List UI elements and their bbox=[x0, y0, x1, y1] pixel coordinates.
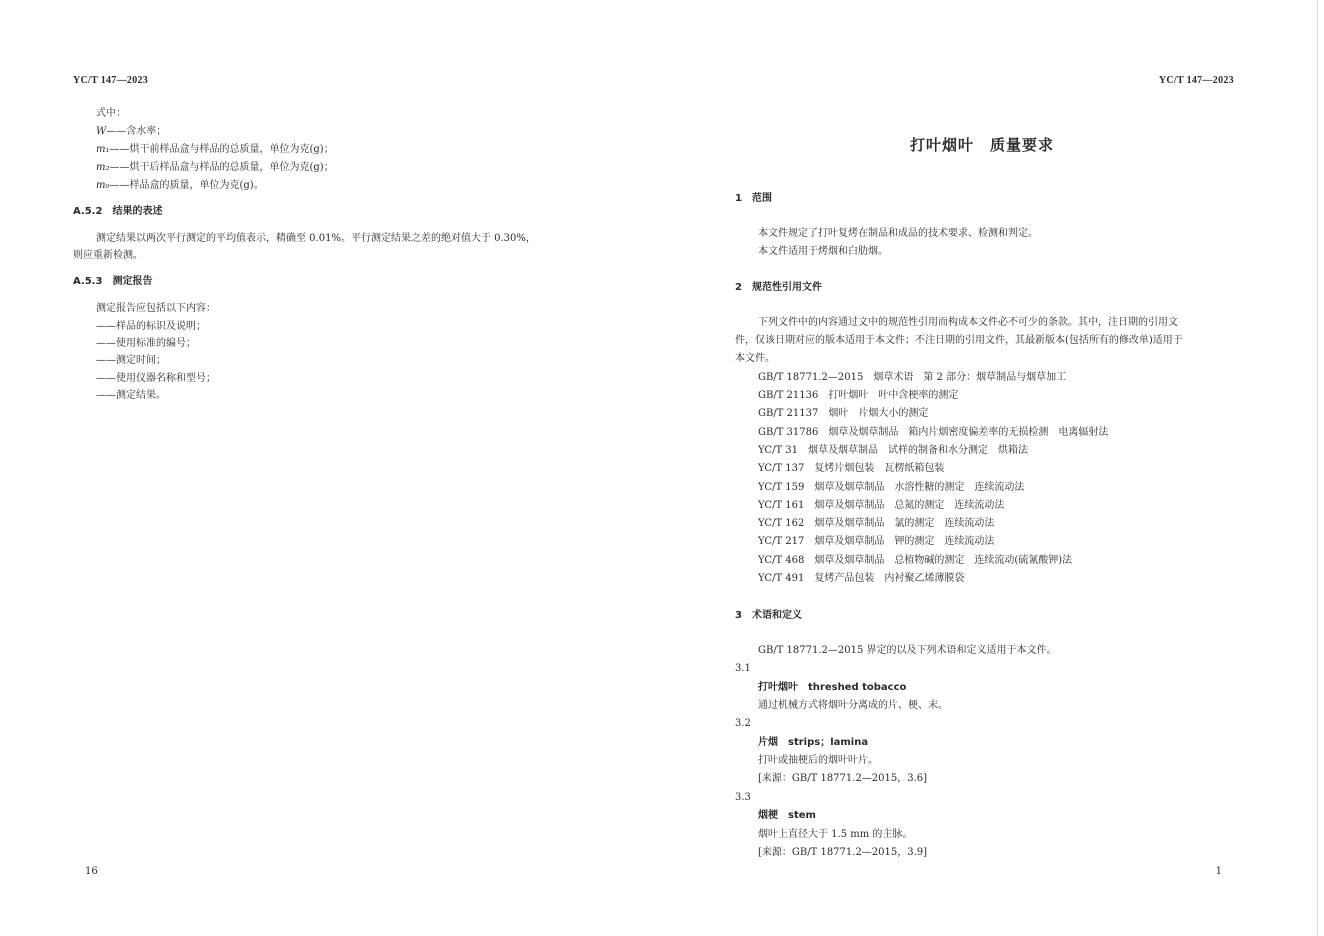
term-definition: 打叶或抽梗后的烟叶叶片。 bbox=[758, 755, 878, 766]
reference-item: YC/T 31 烟草及烟草制品 试样的制备和水分测定 烘箱法 bbox=[758, 445, 1029, 456]
list-item: ——使用标准的编号； bbox=[96, 338, 196, 349]
var-line-m1 bbox=[96, 143, 334, 157]
term-name: 烟梗 stem bbox=[758, 810, 816, 821]
header-code-left: YC/T 147—2023 bbox=[73, 75, 149, 86]
scope-line-2: 本文件适用于烤烟和白肋烟。 bbox=[758, 246, 888, 257]
scope-line-1: 本文件规定了打叶复烤在制品和成品的技术要求、检测和判定。 bbox=[758, 228, 1038, 239]
a52-body-line-1: 测定结果以两次平行测定的平均值表示，精确至 0.01%。平行测定结果之差的绝对值大于 0.30%， bbox=[96, 233, 536, 244]
section-number: 2 bbox=[735, 282, 742, 293]
page-number-right: 1 bbox=[1215, 866, 1222, 877]
terms-intro: GB/T 18771.2—2015 界定的以及下列术语和定义适用于本文件。 bbox=[758, 645, 1057, 656]
var-symbol: m₀ bbox=[96, 180, 110, 191]
section-heading-3 bbox=[735, 609, 802, 623]
a53-intro: 测定报告应包括以下内容： bbox=[96, 303, 216, 314]
section-heading-a52 bbox=[73, 205, 162, 219]
term-definition: 通过机械方式将烟叶分离成的片、梗、末。 bbox=[758, 700, 948, 711]
term-source: [来源：GB/T 18771.2—2015，3.6] bbox=[758, 773, 928, 784]
section-title: 测定报告 bbox=[112, 276, 153, 287]
term-name: 片烟 strips；lamina bbox=[758, 737, 869, 748]
reference-item: YC/T 162 烟草及烟草制品 氯的测定 连续流动法 bbox=[758, 518, 995, 529]
var-symbol: W bbox=[96, 126, 107, 137]
a52-body-line-2: 则应重新检测。 bbox=[73, 250, 143, 261]
term-number: 3.2 bbox=[735, 718, 751, 729]
term-definition: 烟叶上直径大于 1.5 mm 的主脉。 bbox=[758, 829, 913, 840]
references-intro-line-2: 件，仅该日期对应的版本适用于本文件；不注日期的引用文件，其最新版本(包括所有的修改单)适用于 bbox=[735, 335, 1183, 346]
reference-item: YC/T 137 复烤片烟包装 瓦楞纸箱包装 bbox=[758, 463, 945, 474]
list-item: ——使用仪器名称和型号； bbox=[96, 373, 216, 384]
section-title: 结果的表述 bbox=[112, 206, 163, 217]
page-number-left: 16 bbox=[85, 866, 98, 877]
section-number: A.5.3 bbox=[73, 276, 103, 287]
section-heading-a53 bbox=[73, 275, 152, 289]
term-source: [来源：GB/T 18771.2—2015，3.9] bbox=[758, 847, 928, 858]
section-number: 1 bbox=[735, 193, 742, 204]
right-page bbox=[662, 0, 1324, 936]
term-name: 打叶烟叶 threshed tobacco bbox=[758, 682, 907, 693]
var-symbol: m₁ bbox=[96, 144, 110, 155]
section-title: 规范性引用文件 bbox=[751, 282, 822, 293]
term-number: 3.1 bbox=[735, 663, 751, 674]
reference-item: GB/T 21136 打叶烟叶 叶中含梗率的测定 bbox=[758, 390, 959, 401]
section-title: 范围 bbox=[751, 193, 772, 204]
reference-item: YC/T 161 烟草及烟草制品 总氮的测定 连续流动法 bbox=[758, 500, 1005, 511]
list-item: ——样品的标识及说明； bbox=[96, 321, 206, 332]
page-edge-divider bbox=[1317, 0, 1318, 936]
var-desc: ——烘干后样品盒与样品的总质量，单位为克(g)； bbox=[109, 162, 334, 173]
section-heading-2 bbox=[735, 281, 822, 295]
var-line-m0 bbox=[96, 179, 264, 193]
document-title: 打叶烟叶 质量要求 bbox=[909, 136, 1054, 154]
reference-item: YC/T 159 烟草及烟草制品 水溶性糖的测定 连续流动法 bbox=[758, 482, 1025, 493]
header-code-right: YC/T 147—2023 bbox=[1158, 75, 1234, 86]
references-intro-line-1: 下列文件中的内容通过文中的规范性引用而构成本文件必不可少的条款。其中，注日期的引用文 bbox=[758, 317, 1178, 328]
reference-item: YC/T 491 复烤产品包装 内衬聚乙烯薄膜袋 bbox=[758, 573, 965, 584]
reference-item: GB/T 31786 烟草及烟草制品 箱内片烟密度偏差率的无损检测 电离辐射法 bbox=[758, 427, 1109, 438]
list-item: ——测定时间； bbox=[96, 355, 166, 366]
var-desc: ——烘干前样品盒与样品的总质量，单位为克(g)； bbox=[109, 144, 334, 155]
reference-item: YC/T 217 烟草及烟草制品 钾的测定 连续流动法 bbox=[758, 536, 995, 547]
reference-item: YC/T 468 烟草及烟草制品 总植物碱的测定 连续流动(硫氰酸钾)法 bbox=[758, 555, 1073, 566]
references-intro-line-3: 本文件。 bbox=[735, 353, 775, 364]
var-desc: ——样品盒的质量，单位为克(g)。 bbox=[109, 180, 264, 191]
reference-item: GB/T 21137 烟叶 片烟大小的测定 bbox=[758, 408, 929, 419]
list-item: ——测定结果。 bbox=[96, 390, 166, 401]
term-number: 3.3 bbox=[735, 792, 751, 803]
section-heading-1 bbox=[735, 192, 772, 206]
section-number: 3 bbox=[735, 610, 742, 621]
section-number: A.5.2 bbox=[73, 206, 103, 217]
var-desc: ——含水率； bbox=[106, 126, 167, 137]
formula-intro: 式中： bbox=[96, 108, 126, 119]
var-line-m2 bbox=[96, 161, 334, 175]
var-line-w bbox=[96, 125, 166, 139]
reference-item: GB/T 18771.2—2015 烟草术语 第 2 部分：烟草制品与烟草加工 bbox=[758, 372, 1067, 383]
var-symbol: m₂ bbox=[96, 162, 110, 173]
section-title: 术语和定义 bbox=[751, 610, 802, 621]
